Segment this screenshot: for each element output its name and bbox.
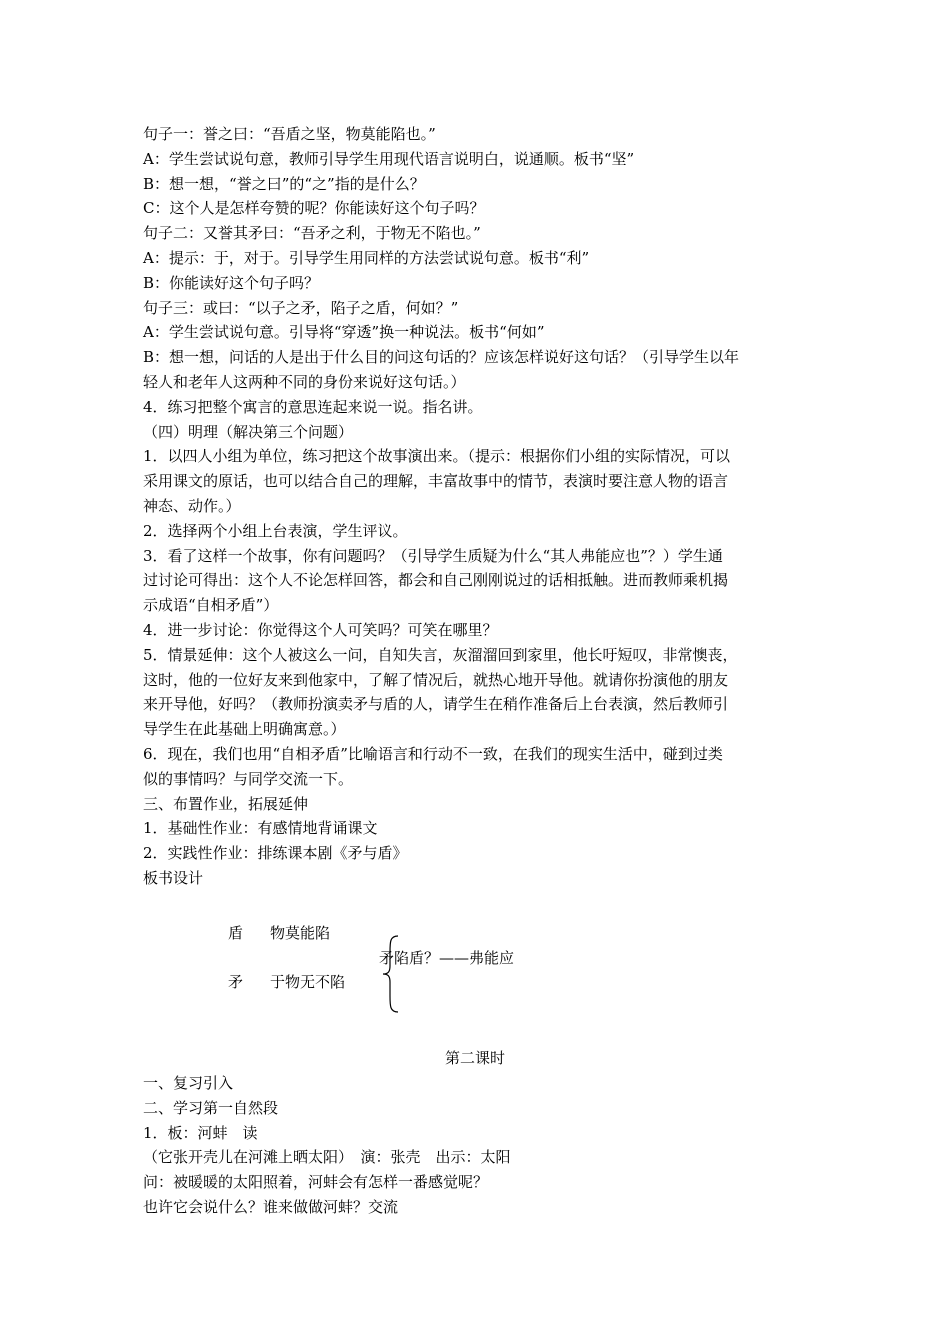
text-line: 来开导他，好吗？（教师扮演卖矛与盾的人，请学生在稍作准备后上台表演，然后教师引: [143, 695, 729, 714]
text-line: 2．选择两个小组上台表演，学生评议。: [143, 521, 408, 540]
board-row1-left: 盾: [228, 924, 244, 942]
text-line: 1．以四人小组为单位，练习把这个故事演出来。（提示：根据你们小组的实际情况，可以: [143, 447, 731, 466]
text-line: 示成语“自相矛盾”）: [143, 596, 279, 615]
text-line: B：想一想，“誉之曰”的“之”指的是什么？: [143, 174, 425, 193]
text-line: （它张开壳儿在河滩上晒太阳） 演：张壳 出示：太阳: [143, 1148, 511, 1167]
text-line: 4．进一步讨论：你觉得这个人可笑吗？可笑在哪里？: [143, 621, 498, 639]
text-line: 三、布置作业，拓展延伸: [143, 794, 309, 813]
curly-brace-icon: [380, 934, 402, 1014]
text-line: 问：被暖暖的太阳照着，河蚌会有怎样一番感觉呢？: [143, 1173, 489, 1192]
board-row2-left: 矛: [228, 973, 244, 991]
board-row2-right: 于物无不陷: [270, 973, 346, 991]
text-line: （四）明理（解决第三个问题）: [143, 422, 354, 441]
text-line: B：想一想，问话的人是出于什么目的问这句话的？应该怎样说好这句话？（引导学生以年: [143, 348, 740, 367]
text-line: 二、学习第一自然段: [143, 1098, 279, 1117]
text-line: 6．现在，我们也用“自相矛盾”比喻语言和行动不一致，在我们的现实生活中，碰到过类: [143, 745, 723, 763]
text-line: A：学生尝试说句意。引导将“穿透”换一种说法。板书“何如”: [143, 323, 545, 342]
text-line: 1．基础性作业：有感情地背诵课文: [143, 819, 378, 838]
text-line: A：提示：于，对于。引导学生用同样的方法尝试说句意。板书“利”: [143, 249, 590, 267]
text-line: 也许它会说什么？谁来做做河蚌？交流: [143, 1198, 399, 1216]
text-line: 导学生在此基础上明确寓意。）: [143, 720, 346, 739]
text-line: B：你能读好这个句子吗？: [143, 273, 320, 292]
text-line: 2．实践性作业：排练课本剧《矛与盾》: [143, 844, 408, 863]
text-line: 采用课文的原话，也可以结合自己的理解，丰富故事中的情节，表演时要注意人物的语言: [143, 472, 729, 491]
text-line: 3．看了这样一个故事，你有问题吗？（引导学生质疑为什么“其人弗能应也”？）学生通: [143, 546, 723, 565]
text-line: 句子一：誉之曰：“吾盾之坚，物莫能陷也。”: [143, 125, 436, 143]
text-line: 似的事情吗？与同学交流一下。: [143, 769, 354, 788]
text-line: 轻人和老年人这两种不同的身份来说好这句话。）: [143, 373, 466, 391]
text-line: A：学生尝试说句意，教师引导学生用现代语言说明白，说通顺。板书“坚”: [143, 149, 635, 168]
text-line: 神态、动作。）: [143, 497, 241, 515]
text-line: 板书设计: [143, 869, 204, 887]
text-line: 过讨论可得出：这个人不论怎样回答，都会和自己刚刚说过的话相抵触。进而教师乘机揭: [143, 571, 729, 590]
text-line: 一、复习引入: [143, 1074, 234, 1092]
text-line: 这时，他的一位好友来到他家中，了解了情况后，就热心地开导他。就请你扮演他的朋友: [143, 670, 729, 689]
text-line: 句子三：或曰：“以子之矛，陷子之盾，何如？”: [143, 298, 459, 317]
text-line: 句子二：又誉其矛曰：“吾矛之利，于物无不陷也。”: [143, 224, 481, 243]
text-line: 1．板：河蚌 读: [143, 1123, 258, 1142]
text-line: C：这个人是怎样夸赞的呢？你能读好这个句子吗？: [143, 199, 485, 218]
board-middle-text: 矛陷盾？——弗能应: [379, 949, 515, 967]
section-title: 第二课时: [444, 1049, 505, 1067]
board-row1-right: 物莫能陷: [270, 924, 331, 942]
text-line: 5．情景延伸：这个人被这么一问，自知失言，灰溜溜回到家里，他长吁短叹，非常懊丧，: [143, 645, 738, 664]
text-line: 4．练习把整个寓言的意思连起来说一说。指名讲。: [143, 397, 483, 416]
